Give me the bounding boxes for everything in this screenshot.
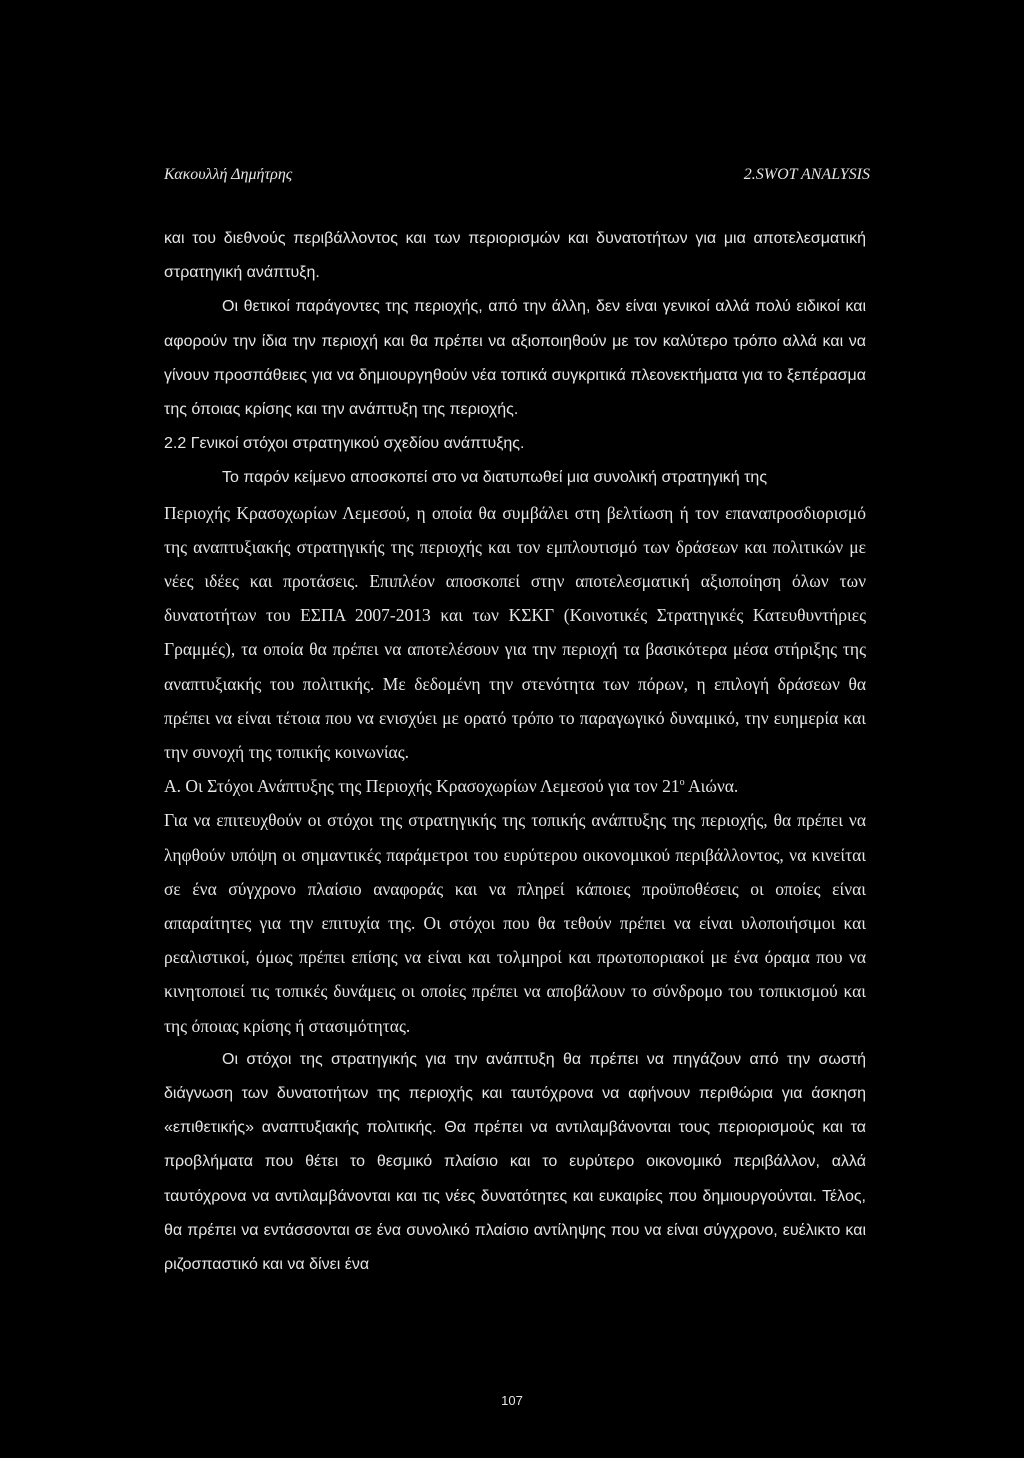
paragraph-3-first-line: Το παρόν κείμενο αποσκοπεί στο να διατυπωθεί μια συνολική στρατηγική της (222, 469, 768, 487)
heading-a-superscript: ο (679, 777, 685, 789)
paragraph-5: Οι στόχοι της στρατηγικής για την ανάπτυξη θα πρέπει να πηγάζουν από την σωστή διάγνωση των δυνατοτήτων της περιοχής και ταυτόχρονα να αφήνουν περιθώρια για άσκηση «επιθετικής» αναπτυξιακής πολιτικής. Θα πρέπει να αντιλαμβάνονται τους περιορισμούς και τα προβλήματα που θέτει το θεσμικό πλαίσιο και το ευρύτερο οικονομικό περιβάλλον, αλλά ταυτόχρονα να αντιλαμβάνονται και τις νέες δυνατότητες και ευκαιρίες που δημιουργούνται. Τέλος, θα πρέπει να εντάσσονται σε ένα συνολικό πλαίσιο αντίληψης που να είναι σύγχρονο, ευέλικτο και ριζοσπαστικό και να δίνει ένα (164, 1050, 866, 1274)
page-number: 107 (501, 1393, 523, 1408)
heading-a-suffix: Αιώνα. (684, 776, 739, 797)
paragraph-4: Για να επιτευχθούν οι στόχοι της στρατηγικής της τοπικής ανάπτυξης της περιοχής, θα πρέπει να ληφθούν υπόψη οι σημαντικές παράμετροι του ευρύτερου οικονομικού περιβάλλοντος, να κινείται σε ένα σύγχρονο πλαίσιο αναφοράς και να πληρεί κάποιες προϋποθέσεις οι οποίες είναι απαραίτητες για την επιτυχία της. Οι στόχοι που θα τεθούν πρέπει να είναι υλοποιήσιμοι και ρεαλιστικοί, όμως πρέπει επίσης να είναι και τολμηροί και πρωτοποριακοί με ένα όραμα που να κινητοποιεί τις τοπικές δυνάμεις οι οποίες πρέπει να αποβάλουν το σύνδρομο του τοπικισμού και της όποιας κρίσης ή στασιμότητας. (164, 810, 866, 1036)
header-author: Κακουλλή Δημήτρης (164, 166, 293, 183)
page-body (164, 222, 866, 1282)
paragraph-3-body: Περιοχής Κρασοχωρίων Λεμεσού, η οποία θα συμβάλει στη βελτίωση ή τον επαναπροσδιορισμό της αναπτυξιακής στρατηγικής της περιοχής και τον εμπλουτισμό των δράσεων και πολιτικών με νέες ιδέες και προτάσεις. Επιπλέον αποσκοπεί στην αποτελεσματική αξιοποίηση όλων των δυνατοτήτων του ΕΣΠΑ 2007-2013 και των ΚΣΚΓ (Κοινοτικές Στρατηγικές Κατευθυντήριες Γραμμές), τα οποία θα πρέπει να αποτελέσουν για την περιοχή τα βασικότερα μέσα στήριξης της αναπτυξιακής του πολιτικής. Με δεδομένη την στενότητα των πόρων, η επιλογή δράσεων θα πρέπει να είναι τέτοια που να ενισχύει με ορατό τρόπο το παραγωγικό δυναμικό, την ευημερία και την συνοχή της τοπικής κοινωνίας. (164, 502, 866, 763)
header-chapter: 2.SWOT ANALYSIS (743, 166, 870, 183)
paragraph-1: και του διεθνούς περιβάλλοντος και των περιορισμών και δυνατοτήτων για μια αποτελεσματική στρατηγική ανάπτυξη. (164, 230, 866, 282)
section-heading-2-2: 2.2 Γενικοί στόχοι στρατηγικού σχεδίου ανάπτυξης. (164, 435, 525, 453)
section-heading-a (164, 769, 866, 803)
heading-a-text: Α. Οι Στόχοι Ανάπτυξης της Περιοχής Κρασοχωρίων Λεμεσού για τον 21 (164, 776, 680, 797)
paragraph-2: Οι θετικοί παράγοντες της περιοχής, από την άλλη, δεν είναι γενικοί αλλά πολύ ειδικοί και αφορούν την ίδια την περιοχή και θα πρέπει να αξιοποιηθούν με τον καλύτερο τρόπο αλλά και να γίνουν προσπάθειες για να δημιουργηθούν νέα τοπικά συγκριτικά πλεονεκτήματα για το ξεπέρασμα της όποιας κρίσης και την ανάπτυξη της περιοχής. (164, 298, 866, 419)
